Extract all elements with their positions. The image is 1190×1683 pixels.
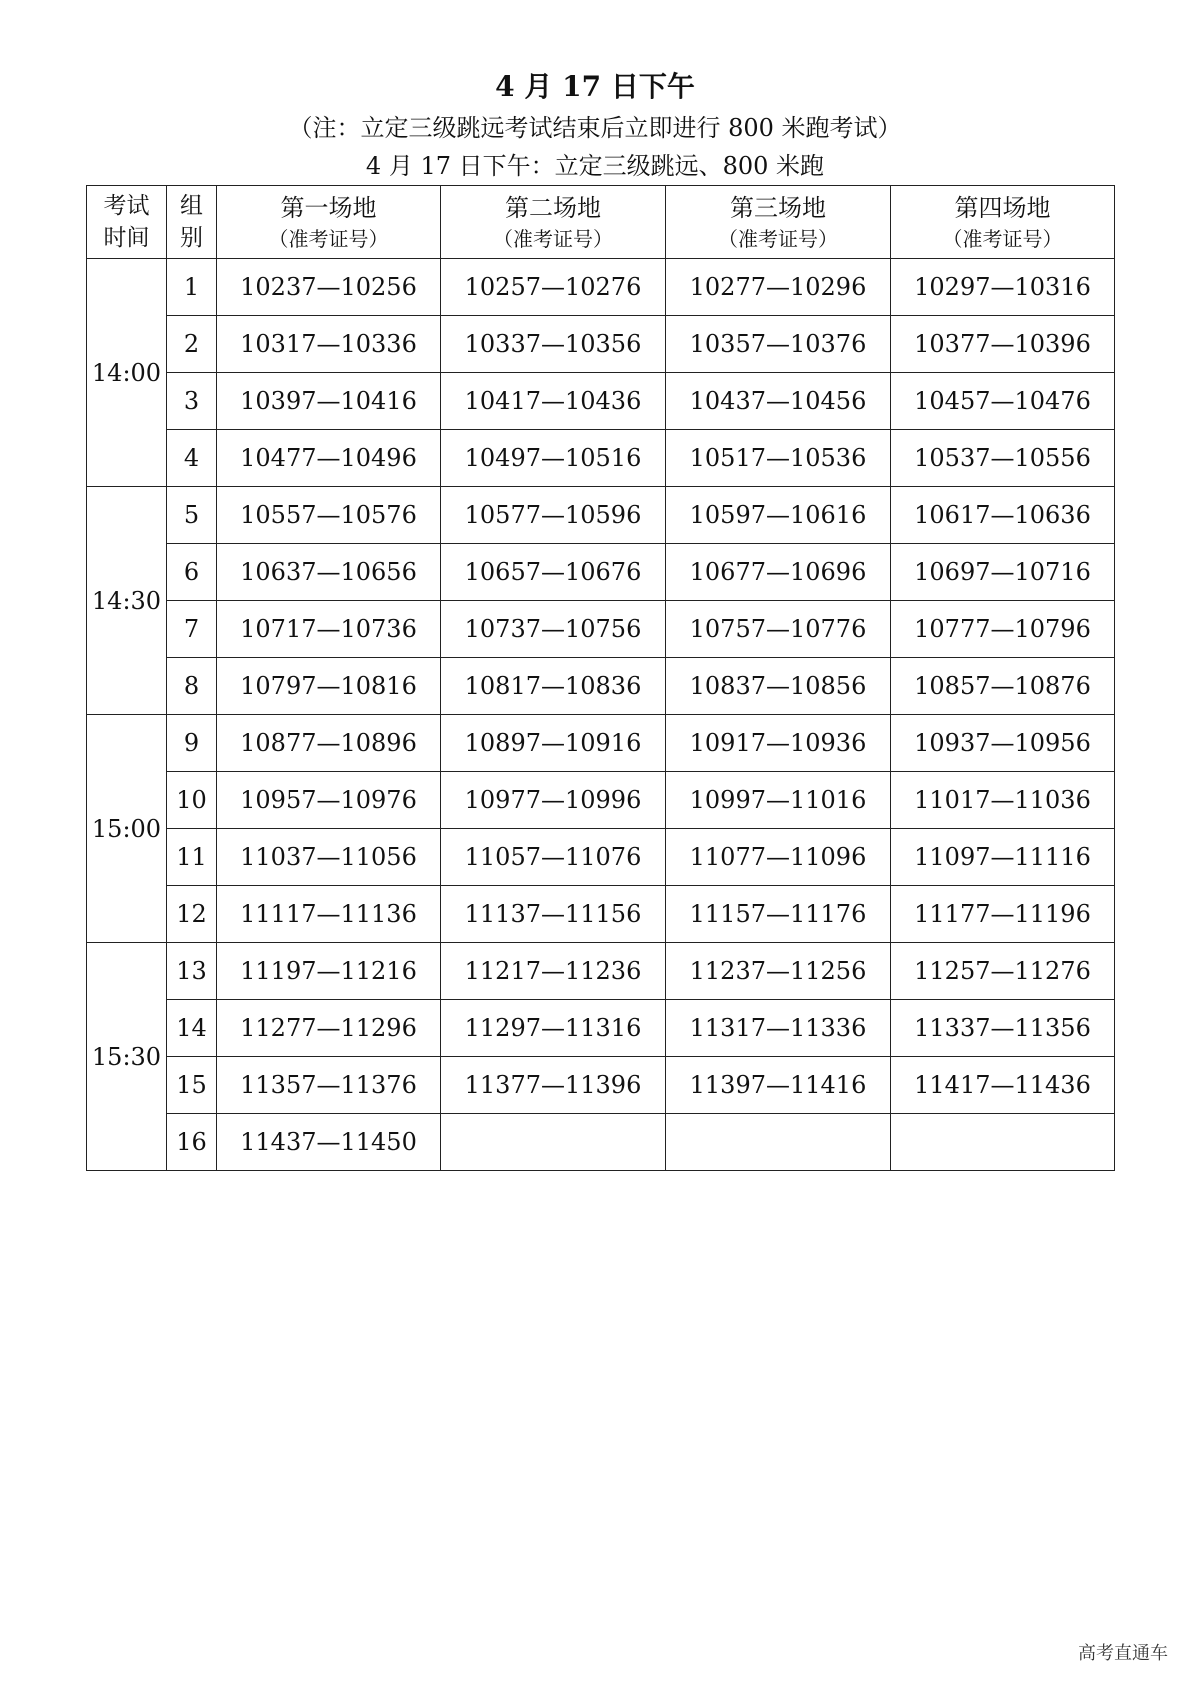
exam-time-cell: 15:30 [87, 943, 167, 1171]
ticket-range-cell: 10677—10696 [666, 544, 891, 601]
group-cell: 8 [167, 658, 217, 715]
ticket-range-cell: 10457—10476 [891, 373, 1115, 430]
group-cell: 3 [167, 373, 217, 430]
group-cell: 2 [167, 316, 217, 373]
group-cell: 5 [167, 487, 217, 544]
group-cell: 11 [167, 829, 217, 886]
ticket-range-cell [666, 1114, 891, 1171]
header-exam-time [87, 186, 167, 259]
venue-name: 第四场地 [954, 194, 1051, 222]
group-cell: 16 [167, 1114, 217, 1171]
ticket-range-cell: 10917—10936 [666, 715, 891, 772]
header-group [167, 186, 217, 259]
table-row [87, 487, 1115, 544]
ticket-range-cell: 11057—11076 [441, 829, 666, 886]
table-row [87, 658, 1115, 715]
header-exam-time-line2: 时间 [103, 225, 150, 251]
ticket-range-cell: 11317—11336 [666, 1000, 891, 1057]
ticket-range-cell: 10337—10356 [441, 316, 666, 373]
ticket-range-cell [891, 1114, 1115, 1171]
venue-sub: （准考证号） [942, 227, 1063, 251]
ticket-range-cell: 10797—10816 [217, 658, 441, 715]
ticket-range-cell: 11337—11356 [891, 1000, 1115, 1057]
venue-sub: （准考证号） [268, 227, 389, 251]
exam-note: （注：立定三级跳远考试结束后立即进行 800 米跑考试） [288, 114, 902, 142]
table-row [87, 601, 1115, 658]
ticket-range-cell: 10237—10256 [217, 259, 441, 316]
ticket-range-cell: 10277—10296 [666, 259, 891, 316]
exam-time-cell: 14:30 [87, 487, 167, 715]
ticket-range-cell: 11277—11296 [217, 1000, 441, 1057]
ticket-range-cell: 10377—10396 [891, 316, 1115, 373]
schedule-subtitle: 4 月 17 日下午：立定三级跳远、800 米跑 [365, 152, 825, 180]
page-title: 4 月 17 日下午 [495, 70, 695, 103]
group-cell: 15 [167, 1057, 217, 1114]
header-venue-1 [217, 186, 441, 259]
table-row [87, 1057, 1115, 1114]
ticket-range-cell: 11137—11156 [441, 886, 666, 943]
schedule-body [87, 259, 1115, 1171]
ticket-range-cell: 10397—10416 [217, 373, 441, 430]
ticket-range-cell: 10957—10976 [217, 772, 441, 829]
group-cell: 6 [167, 544, 217, 601]
group-cell: 7 [167, 601, 217, 658]
ticket-range-cell: 10717—10736 [217, 601, 441, 658]
group-cell: 4 [167, 430, 217, 487]
ticket-range-cell: 10617—10636 [891, 487, 1115, 544]
table-row [87, 1000, 1115, 1057]
ticket-range-cell: 11097—11116 [891, 829, 1115, 886]
ticket-range-cell: 11397—11416 [666, 1057, 891, 1114]
ticket-range-cell: 10357—10376 [666, 316, 891, 373]
ticket-range-cell: 11417—11436 [891, 1057, 1115, 1114]
ticket-range-cell: 10637—10656 [217, 544, 441, 601]
table-row [87, 316, 1115, 373]
ticket-range-cell: 10737—10756 [441, 601, 666, 658]
header-exam-time-line1: 考试 [103, 193, 150, 219]
venue-name: 第二场地 [505, 194, 601, 222]
header-venue-3 [666, 186, 891, 259]
ticket-range-cell: 11257—11276 [891, 943, 1115, 1000]
ticket-range-cell: 11237—11256 [666, 943, 891, 1000]
ticket-range-cell [441, 1114, 666, 1171]
ticket-range-cell: 10997—11016 [666, 772, 891, 829]
group-cell: 1 [167, 259, 217, 316]
venue-sub: （准考证号） [493, 227, 613, 251]
table-row [87, 943, 1115, 1000]
watermark: 高考直通车 [1078, 1643, 1168, 1664]
ticket-range-cell: 11117—11136 [217, 886, 441, 943]
table-row [87, 544, 1115, 601]
table-row [87, 715, 1115, 772]
ticket-range-cell: 11217—11236 [441, 943, 666, 1000]
table-row [87, 1114, 1115, 1171]
ticket-range-cell: 10257—10276 [441, 259, 666, 316]
ticket-range-cell: 10697—10716 [891, 544, 1115, 601]
header-row [87, 186, 1115, 259]
group-cell: 10 [167, 772, 217, 829]
ticket-range-cell: 10837—10856 [666, 658, 891, 715]
ticket-range-cell: 11157—11176 [666, 886, 891, 943]
ticket-range-cell: 10777—10796 [891, 601, 1115, 658]
ticket-range-cell: 10537—10556 [891, 430, 1115, 487]
header-group-line2: 别 [180, 225, 203, 251]
ticket-range-cell: 11017—11036 [891, 772, 1115, 829]
ticket-range-cell: 10497—10516 [441, 430, 666, 487]
schedule-table [86, 185, 1115, 1171]
ticket-range-cell: 10437—10456 [666, 373, 891, 430]
ticket-range-cell: 10317—10336 [217, 316, 441, 373]
table-row [87, 772, 1115, 829]
ticket-range-cell: 11077—11096 [666, 829, 891, 886]
group-cell: 14 [167, 1000, 217, 1057]
venue-name: 第三场地 [730, 194, 826, 222]
exam-time-cell: 14:00 [87, 259, 167, 487]
ticket-range-cell: 10897—10916 [441, 715, 666, 772]
ticket-range-cell: 10757—10776 [666, 601, 891, 658]
table-row [87, 430, 1115, 487]
table-row [87, 373, 1115, 430]
exam-time-cell: 15:00 [87, 715, 167, 943]
ticket-range-cell: 11437—11450 [217, 1114, 441, 1171]
ticket-range-cell: 11297—11316 [441, 1000, 666, 1057]
ticket-range-cell: 10817—10836 [441, 658, 666, 715]
ticket-range-cell: 10477—10496 [217, 430, 441, 487]
ticket-range-cell: 10577—10596 [441, 487, 666, 544]
ticket-range-cell: 10657—10676 [441, 544, 666, 601]
ticket-range-cell: 11037—11056 [217, 829, 441, 886]
header-group-line1: 组 [180, 193, 203, 219]
ticket-range-cell: 10417—10436 [441, 373, 666, 430]
ticket-range-cell: 10857—10876 [891, 658, 1115, 715]
ticket-range-cell: 11377—11396 [441, 1057, 666, 1114]
ticket-range-cell: 10977—10996 [441, 772, 666, 829]
ticket-range-cell: 10517—10536 [666, 430, 891, 487]
ticket-range-cell: 11357—11376 [217, 1057, 441, 1114]
ticket-range-cell: 10297—10316 [891, 259, 1115, 316]
group-cell: 9 [167, 715, 217, 772]
venue-sub: （准考证号） [718, 227, 838, 251]
ticket-range-cell: 10597—10616 [666, 487, 891, 544]
ticket-range-cell: 11197—11216 [217, 943, 441, 1000]
ticket-range-cell: 10937—10956 [891, 715, 1115, 772]
ticket-range-cell: 10557—10576 [217, 487, 441, 544]
header-venue-2 [441, 186, 666, 259]
ticket-range-cell: 11177—11196 [891, 886, 1115, 943]
table-row [87, 829, 1115, 886]
table-row [87, 259, 1115, 316]
group-cell: 12 [167, 886, 217, 943]
header-venue-4 [891, 186, 1115, 259]
table-row [87, 886, 1115, 943]
group-cell: 13 [167, 943, 217, 1000]
ticket-range-cell: 10877—10896 [217, 715, 441, 772]
venue-name: 第一场地 [280, 194, 377, 222]
